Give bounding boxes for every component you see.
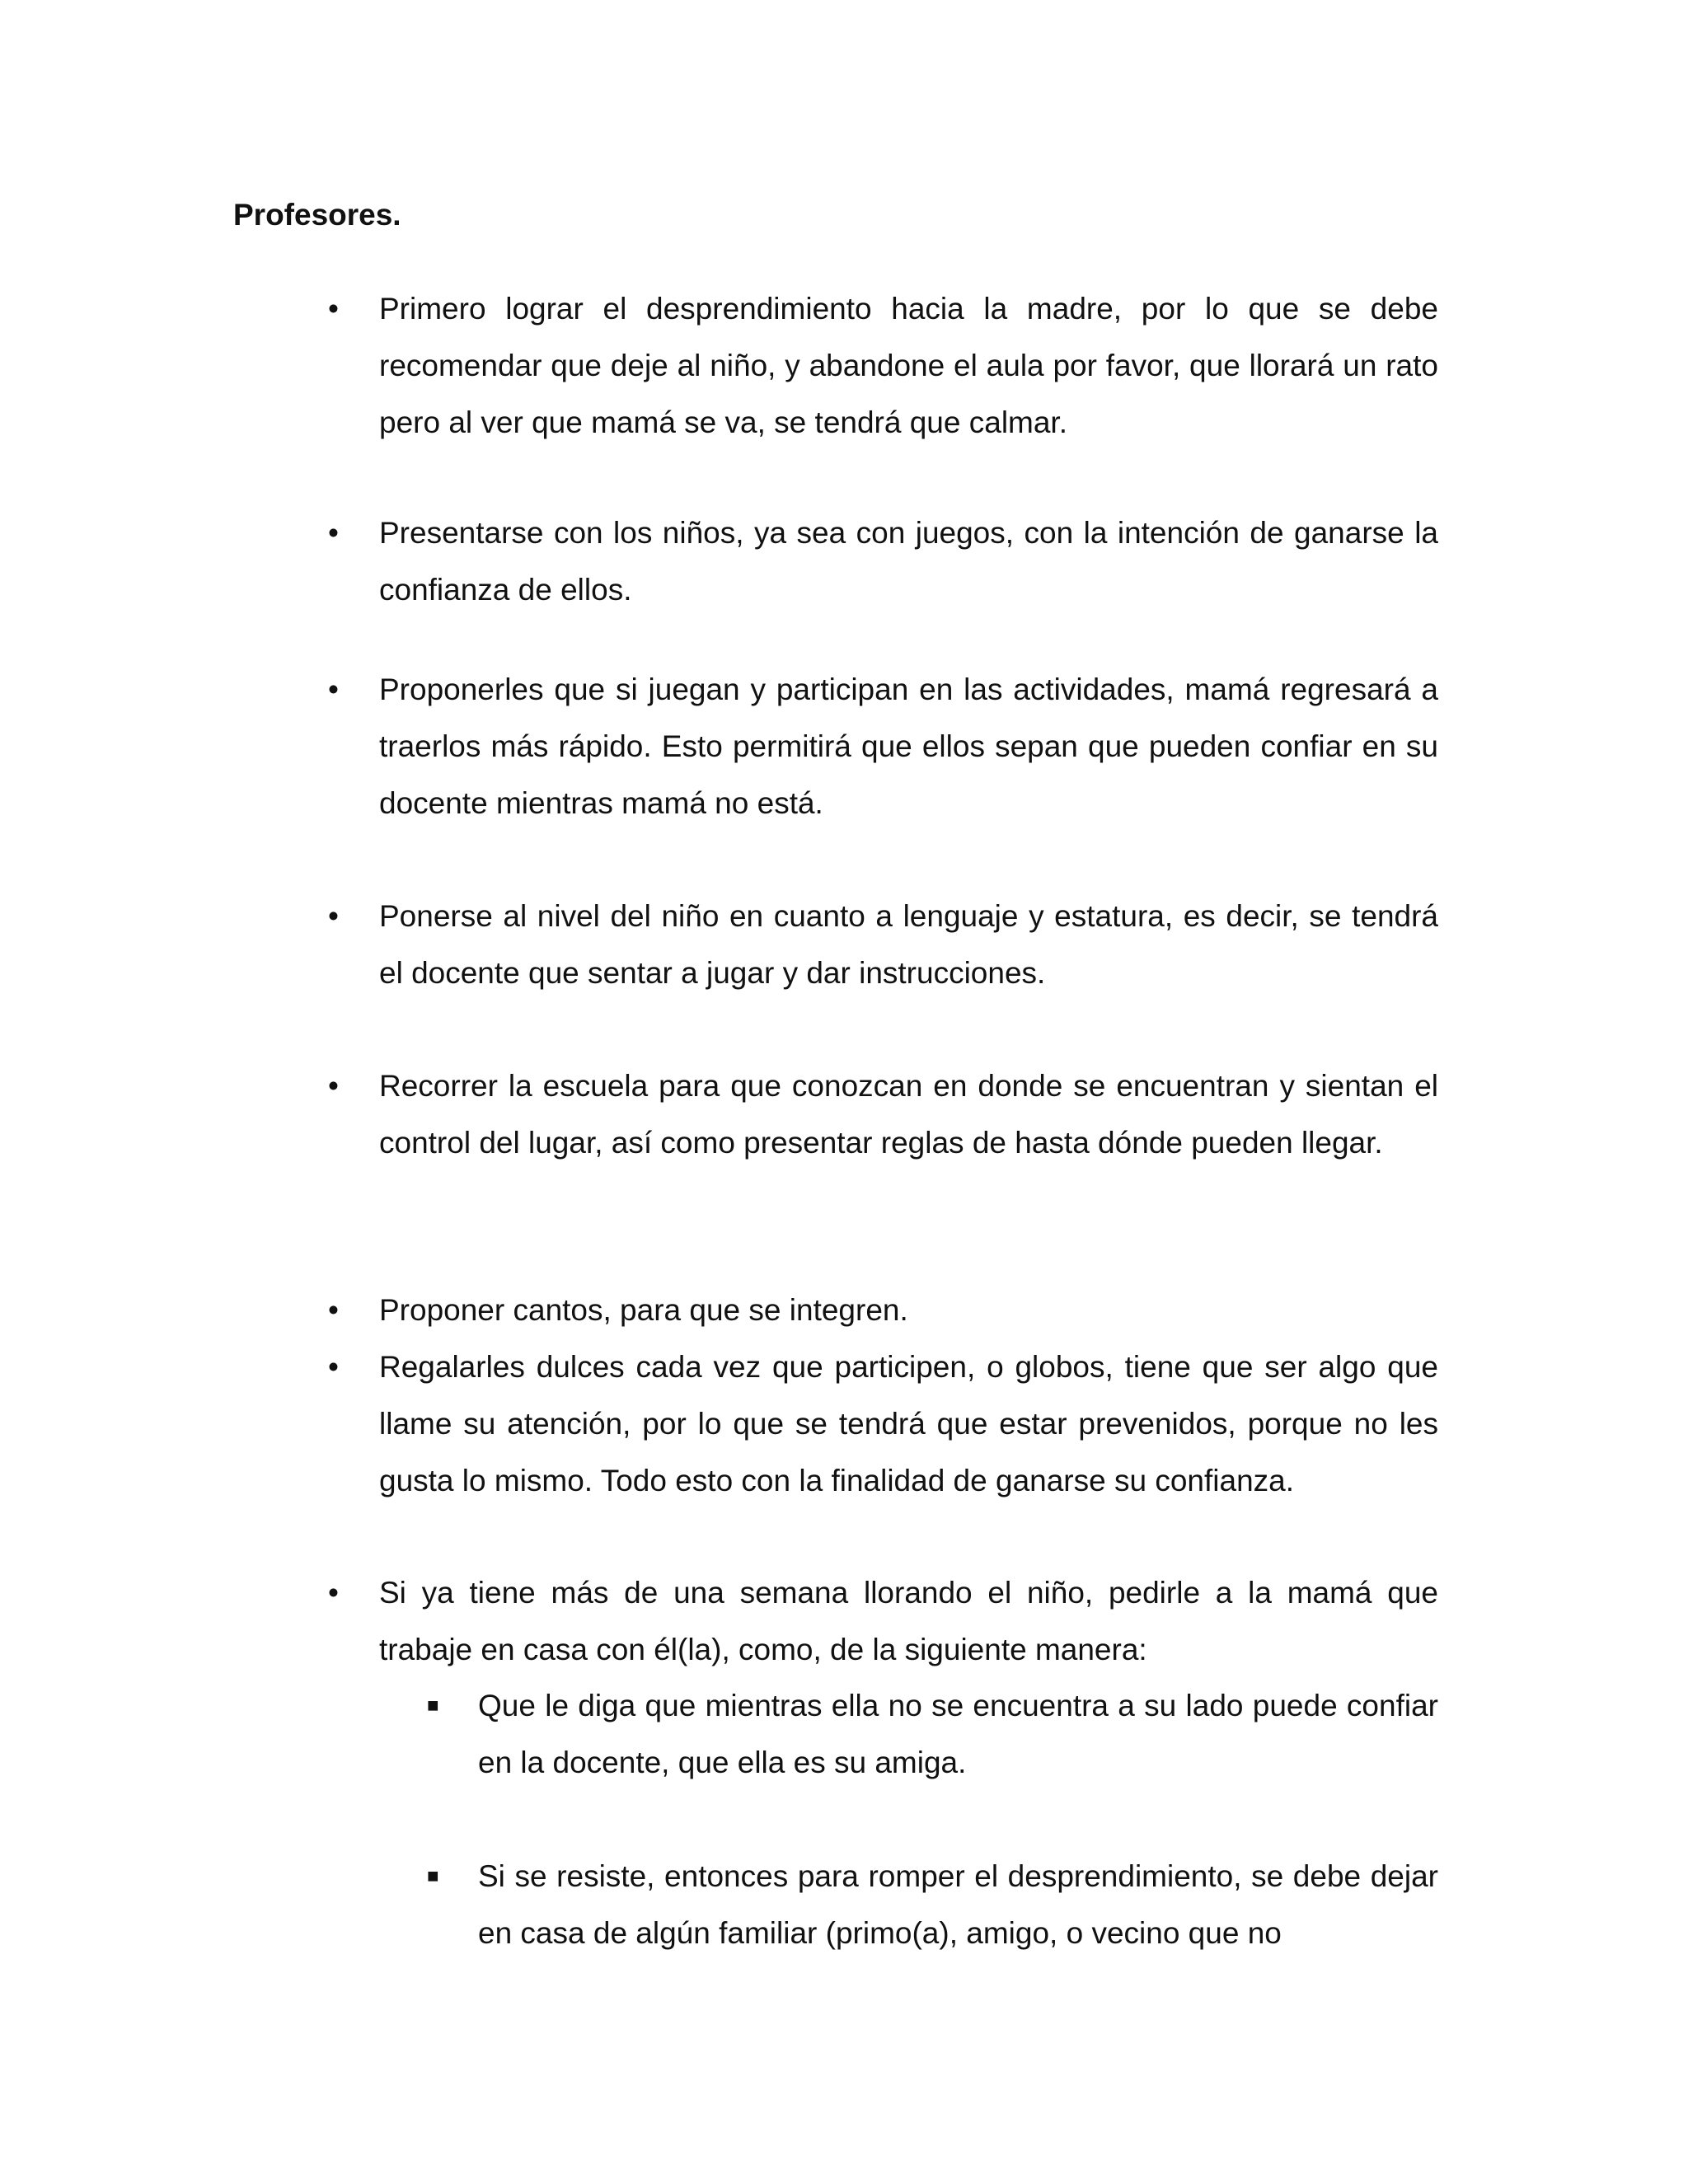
sub-list-item [427, 1848, 1438, 1961]
bullet: • [328, 1576, 339, 1610]
list-item-text: Si ya tiene más de una semana llorando el niño, pedirle a la mamá que trabaje en casa con él(la), como, de la siguiente manera: [379, 1576, 1438, 1666]
list-item-text: Regalarles dulces cada vez que participen, o globos, tiene que ser algo que llame su atención, por lo que se tendrá que estar prevenidos, porque no les gusta lo mismo. Todo esto con la finalidad de ganarse su confianza. [379, 1350, 1438, 1497]
square-bullet: ■ [427, 1694, 439, 1717]
bullet: • [328, 899, 339, 933]
bullet: • [328, 673, 339, 706]
list-item [328, 1282, 1438, 1338]
section-heading: Profesores. [233, 198, 401, 232]
bullet: • [328, 1069, 339, 1103]
bullet: • [328, 292, 339, 326]
bullet: • [328, 1350, 339, 1384]
bullet: • [328, 516, 339, 550]
list-item [328, 1338, 1438, 1509]
list-item-text: Proponer cantos, para que se integren. [379, 1293, 908, 1327]
list-item [328, 1564, 1438, 1678]
list-item-text: Proponerles que si juegan y participan en las actividades, mamá regresará a traerlos más rápido. Esto permitirá que ellos sepan que pueden confiar en su docente mientras mamá no está. [379, 673, 1438, 820]
list-item [328, 504, 1438, 618]
list-item-text: Recorrer la escuela para que conozcan en donde se encuentran y sientan el control del lugar, así como presentar reglas de hasta dónde pueden llegar. [379, 1069, 1438, 1160]
list-item-text: Ponerse al nivel del niño en cuanto a lenguaje y estatura, es decir, se tendrá el docente que sentar a jugar y dar instrucciones. [379, 899, 1438, 990]
bullet: • [328, 1293, 339, 1327]
list-item [328, 1057, 1438, 1171]
list-item-text: Primero lograr el desprendimiento hacia la madre, por lo que se debe recomendar que deje al niño, y abandone el aula por favor, que llorará un rato pero al ver que mamá se va, se tendrá que calmar. [379, 292, 1438, 439]
sub-list-item-text: Si se resiste, entonces para romper el desprendimiento, se debe dejar en casa de algún familiar (primo(a), amigo, o vecino que no [478, 1859, 1438, 1950]
square-bullet: ■ [427, 1865, 439, 1887]
sub-list-item-text: Que le diga que mientras ella no se encuentra a su lado puede confiar en la docente, que ella es su amiga. [478, 1689, 1438, 1779]
sub-list-item [427, 1677, 1438, 1791]
list-item [328, 280, 1438, 451]
list-item-text: Presentarse con los niños, ya sea con juegos, con la intención de ganarse la confianza de ellos. [379, 516, 1438, 607]
list-item [328, 661, 1438, 832]
list-item [328, 888, 1438, 1001]
